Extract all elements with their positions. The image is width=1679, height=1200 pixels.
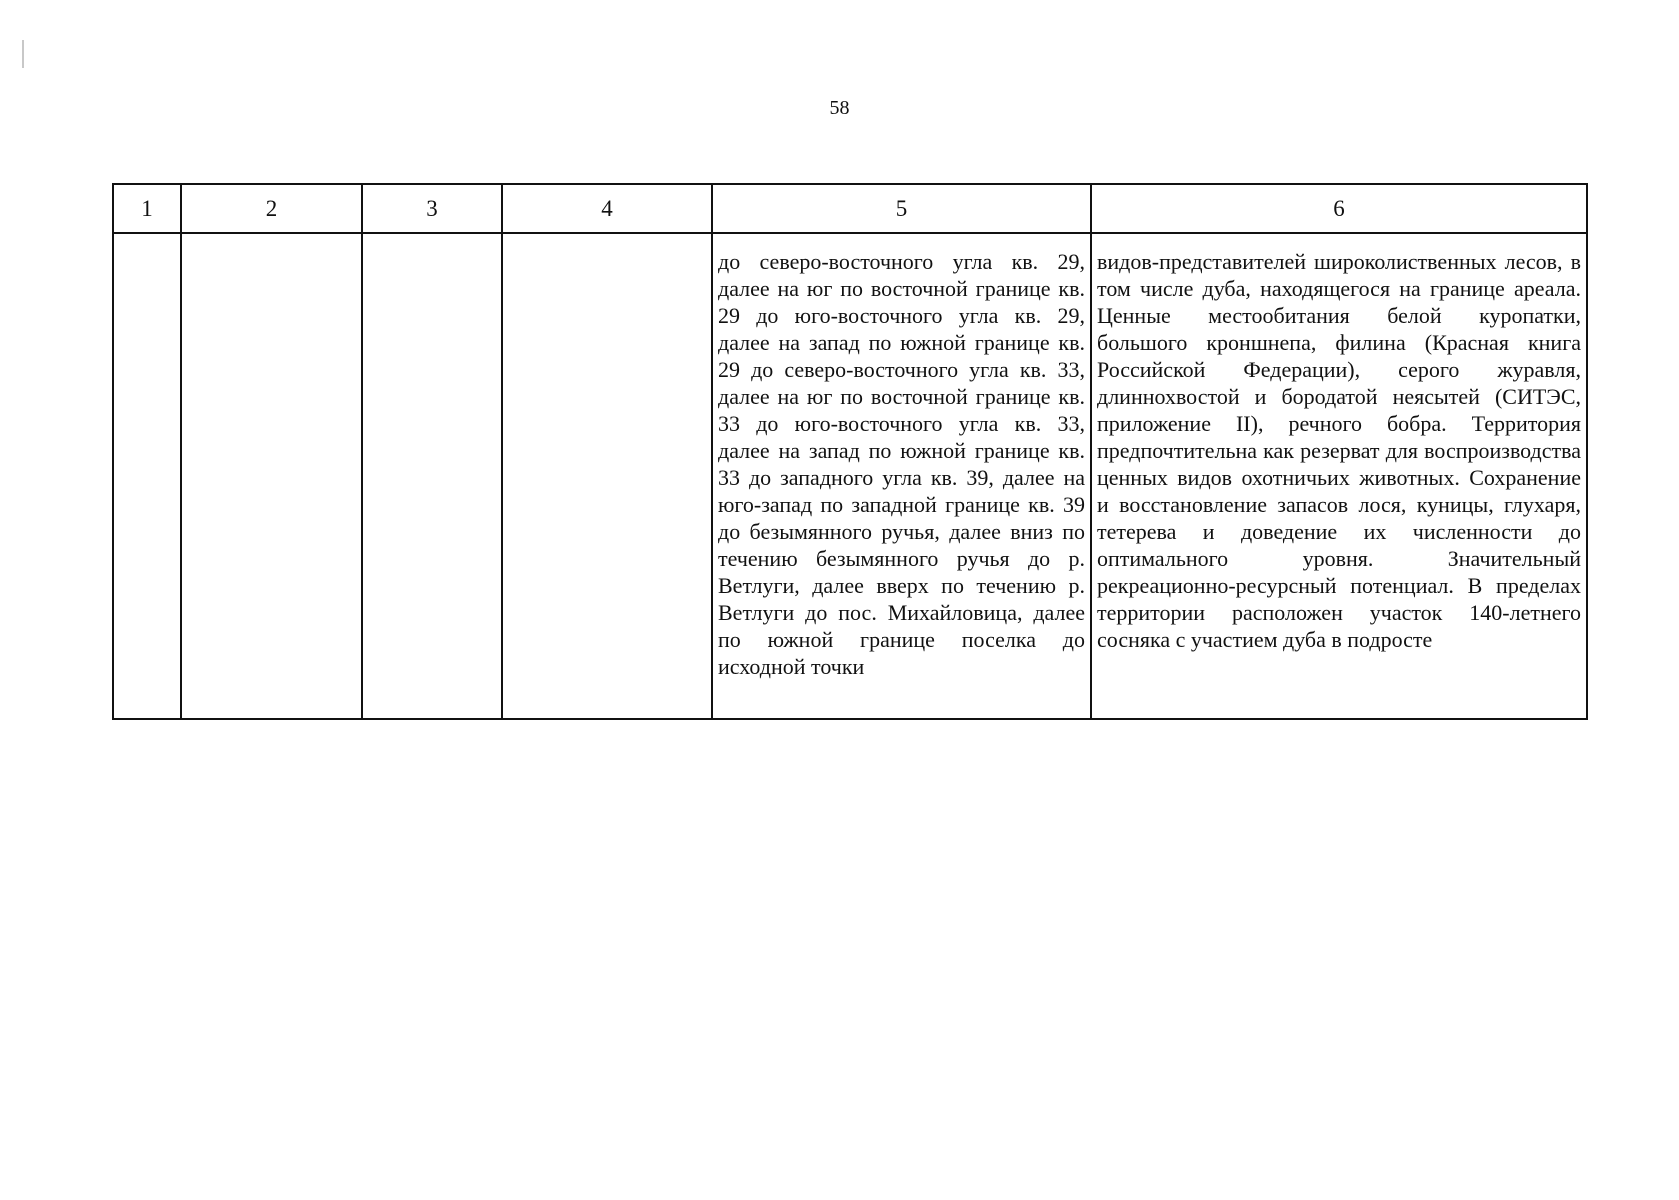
- column-header-1: 1: [113, 184, 181, 233]
- table-row: [113, 233, 1587, 719]
- scan-margin-mark: [22, 40, 24, 68]
- cell-col-3: [362, 233, 502, 719]
- cell-col-5-boundary-description: [712, 233, 1091, 719]
- cell-col-6-territory-characteristics: [1091, 233, 1587, 719]
- territory-characteristics-text: видов-представителей широколиственных лесов, в том числе дуба, находящегося на границе ареала. Ценные местообитания белой куропатки, большого кроншнепа, филина (Красная книга Российской Федерации), серого журавля, длиннохвостой и бородатой неясытей (СИТЭС, приложение II), речного бобра. Территория предпочтительна как резерват для воспроизводства ценных видов охотничьих животных. Сохранение и восстановление запасов лося, куницы, глухаря, тетерева и доведение их численности до оптимального уровня. Значительный рекреационно-ресурсный потенциал. В пределах территории расположен участок 140-летнего сосняка с участием дуба в подросте: [1097, 249, 1581, 652]
- boundary-description-text: до северо-восточного угла кв. 29, далее на юг по восточной границе кв. 29 до юго-восточного угла кв. 29, далее на запад по южной границе кв. 29 до северо-восточного угла кв. 33, далее на юг по восточной границе кв. 33 до юго-восточного угла кв. 33, далее на запад по южной границе кв. 33 до западного угла кв. 39, далее на юго-запад по западной границе кв. 39 до безымянного ручья, далее вниз по течению безымянного ручья до р. Ветлуги, далее вверх по течению р. Ветлуги до пос. Михайловица, далее по южной границе поселка до исходной точки: [718, 249, 1085, 679]
- document-table: [112, 183, 1588, 720]
- page-number: 58: [829, 97, 850, 119]
- column-header-2: 2: [181, 184, 362, 233]
- column-header-5: 5: [712, 184, 1091, 233]
- cell-col-4: [502, 233, 712, 719]
- table-header-row: [113, 184, 1587, 233]
- cell-col-1: [113, 233, 181, 719]
- column-header-4: 4: [502, 184, 712, 233]
- column-header-3: 3: [362, 184, 502, 233]
- cell-col-2: [181, 233, 362, 719]
- column-header-6: 6: [1091, 184, 1587, 233]
